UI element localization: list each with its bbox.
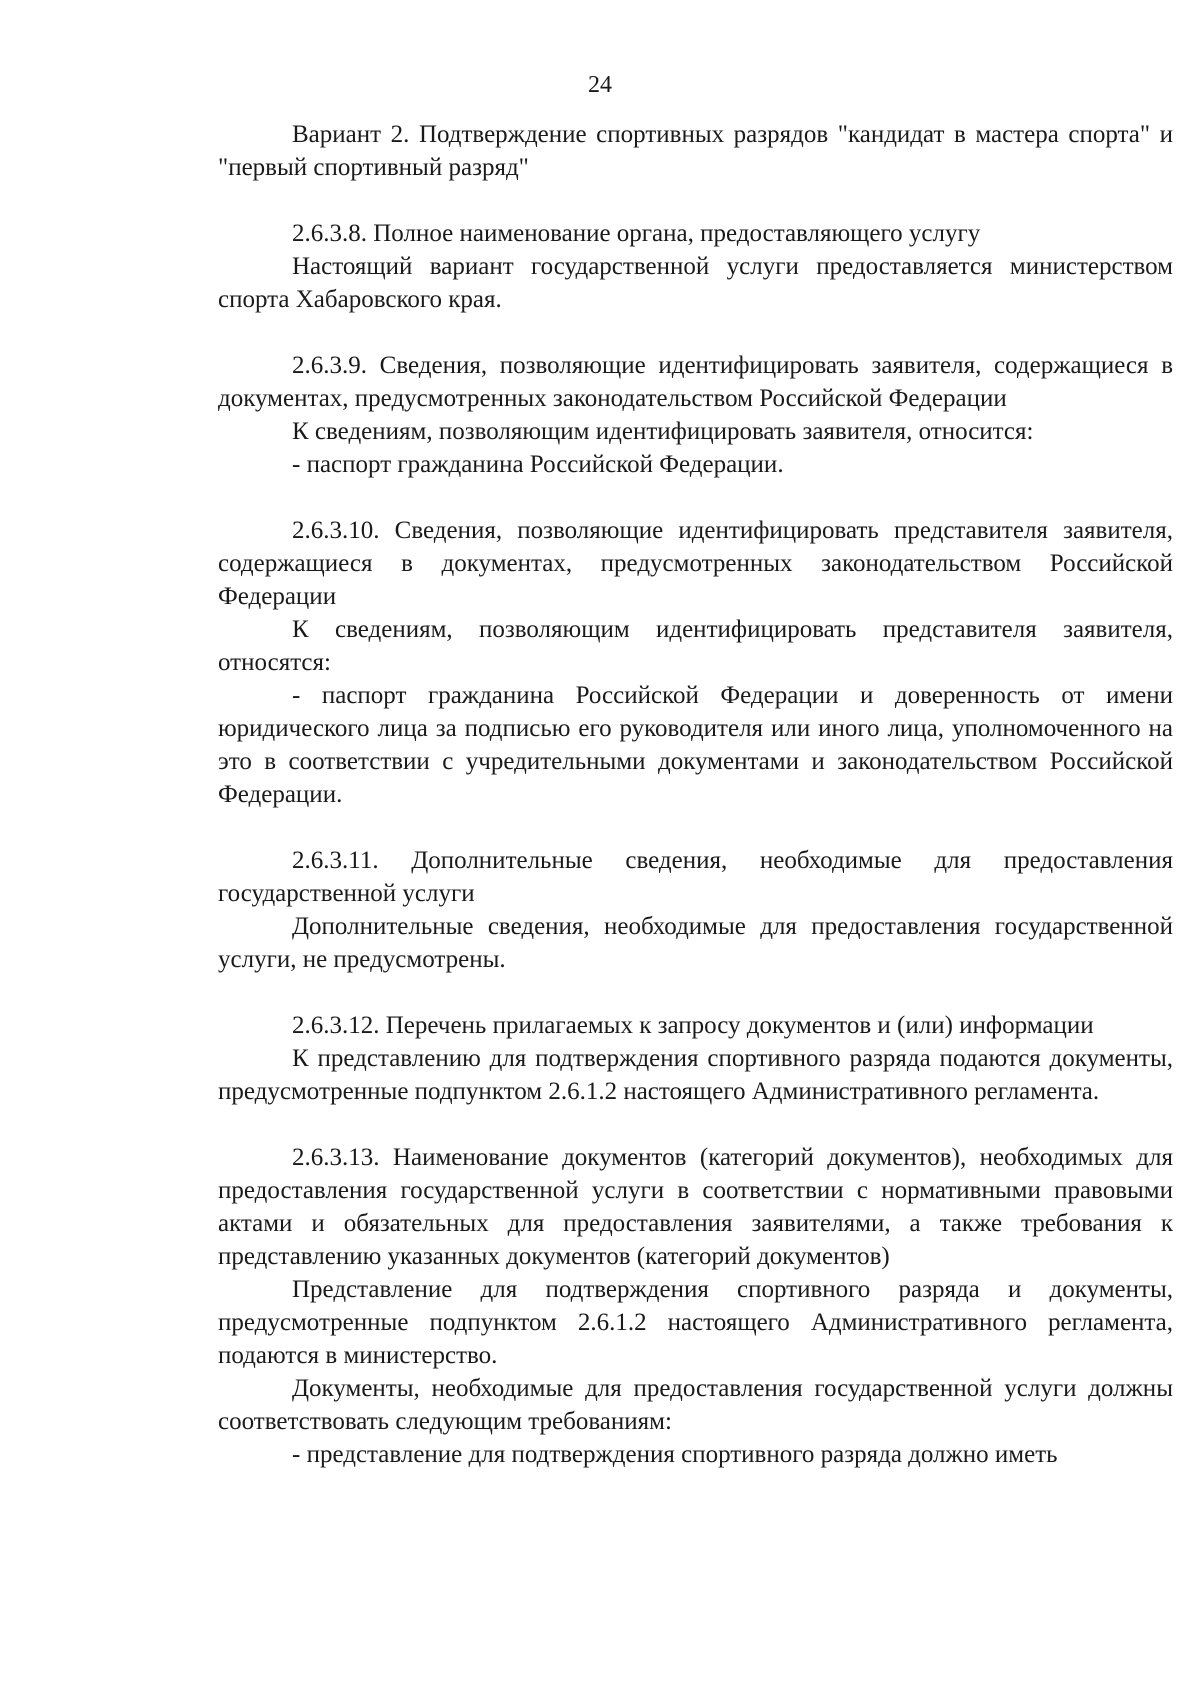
paragraph: К сведениям, позволяющим идентифицировать заявителя, относится: bbox=[292, 418, 1034, 445]
list-item: - паспорт гражданина Российской Федерации. bbox=[292, 451, 784, 478]
section-heading: 2.6.3.13. Наименование документов (категорий документов), необходимых для предоставления государственной услуги в соответствии с нормативными правовыми актами и обязательных для предоставления заявителями, а также требования к представлению указанных документов (категорий документов) bbox=[218, 1144, 1173, 1270]
section-heading: 2.6.3.12. Перечень прилагаемых к запросу документов и (или) информации bbox=[292, 1012, 1094, 1039]
document-body bbox=[218, 118, 1173, 1471]
page-number: 24 bbox=[588, 72, 612, 98]
list-item: - паспорт гражданина Российской Федерации и доверенность от имени юридического лица за подписью его руководителя или иного лица, уполномоченного на это в соответствии с учредительными документами и законодательством Российской Федерации. bbox=[218, 682, 1173, 808]
paragraph: К представлению для подтверждения спортивного разряда подаются документы, предусмотренные подпунктом 2.6.1.2 настоящего Административного регламента. bbox=[218, 1045, 1173, 1105]
paragraph: Дополнительные сведения, необходимые для предоставления государственной услуги, не предусмотрены. bbox=[218, 913, 1173, 973]
section-heading: 2.6.3.9. Сведения, позволяющие идентифицировать заявителя, содержащиеся в документах, предусмотренных законодательством Российской Федерации bbox=[218, 352, 1173, 412]
section-heading: 2.6.3.10. Сведения, позволяющие идентифицировать представителя заявителя, содержащиеся в документах, предусмотренных законодательством Российской Федерации bbox=[218, 517, 1173, 610]
paragraph: Вариант 2. Подтверждение спортивных разрядов "кандидат в мастера спорта" и "первый спортивный разряд" bbox=[218, 121, 1173, 181]
paragraph: Документы, необходимые для предоставления государственной услуги должны соответствовать следующим требованиям: bbox=[218, 1375, 1173, 1435]
list-item: - представление для подтверждения спортивного разряда должно иметь bbox=[292, 1441, 1058, 1468]
section-heading: 2.6.3.8. Полное наименование органа, предоставляющего услугу bbox=[292, 220, 981, 247]
paragraph: Настоящий вариант государственной услуги предоставляется министерством спорта Хабаровского края. bbox=[218, 253, 1173, 313]
section-heading: 2.6.3.11. Дополнительные сведения, необходимые для предоставления государственной услуги bbox=[218, 847, 1173, 907]
paragraph: К сведениям, позволяющим идентифицировать представителя заявителя, относятся: bbox=[218, 616, 1173, 676]
paragraph: Представление для подтверждения спортивного разряда и документы, предусмотренные подпунктом 2.6.1.2 настоящего Административного регламента, подаются в министерство. bbox=[218, 1276, 1173, 1369]
